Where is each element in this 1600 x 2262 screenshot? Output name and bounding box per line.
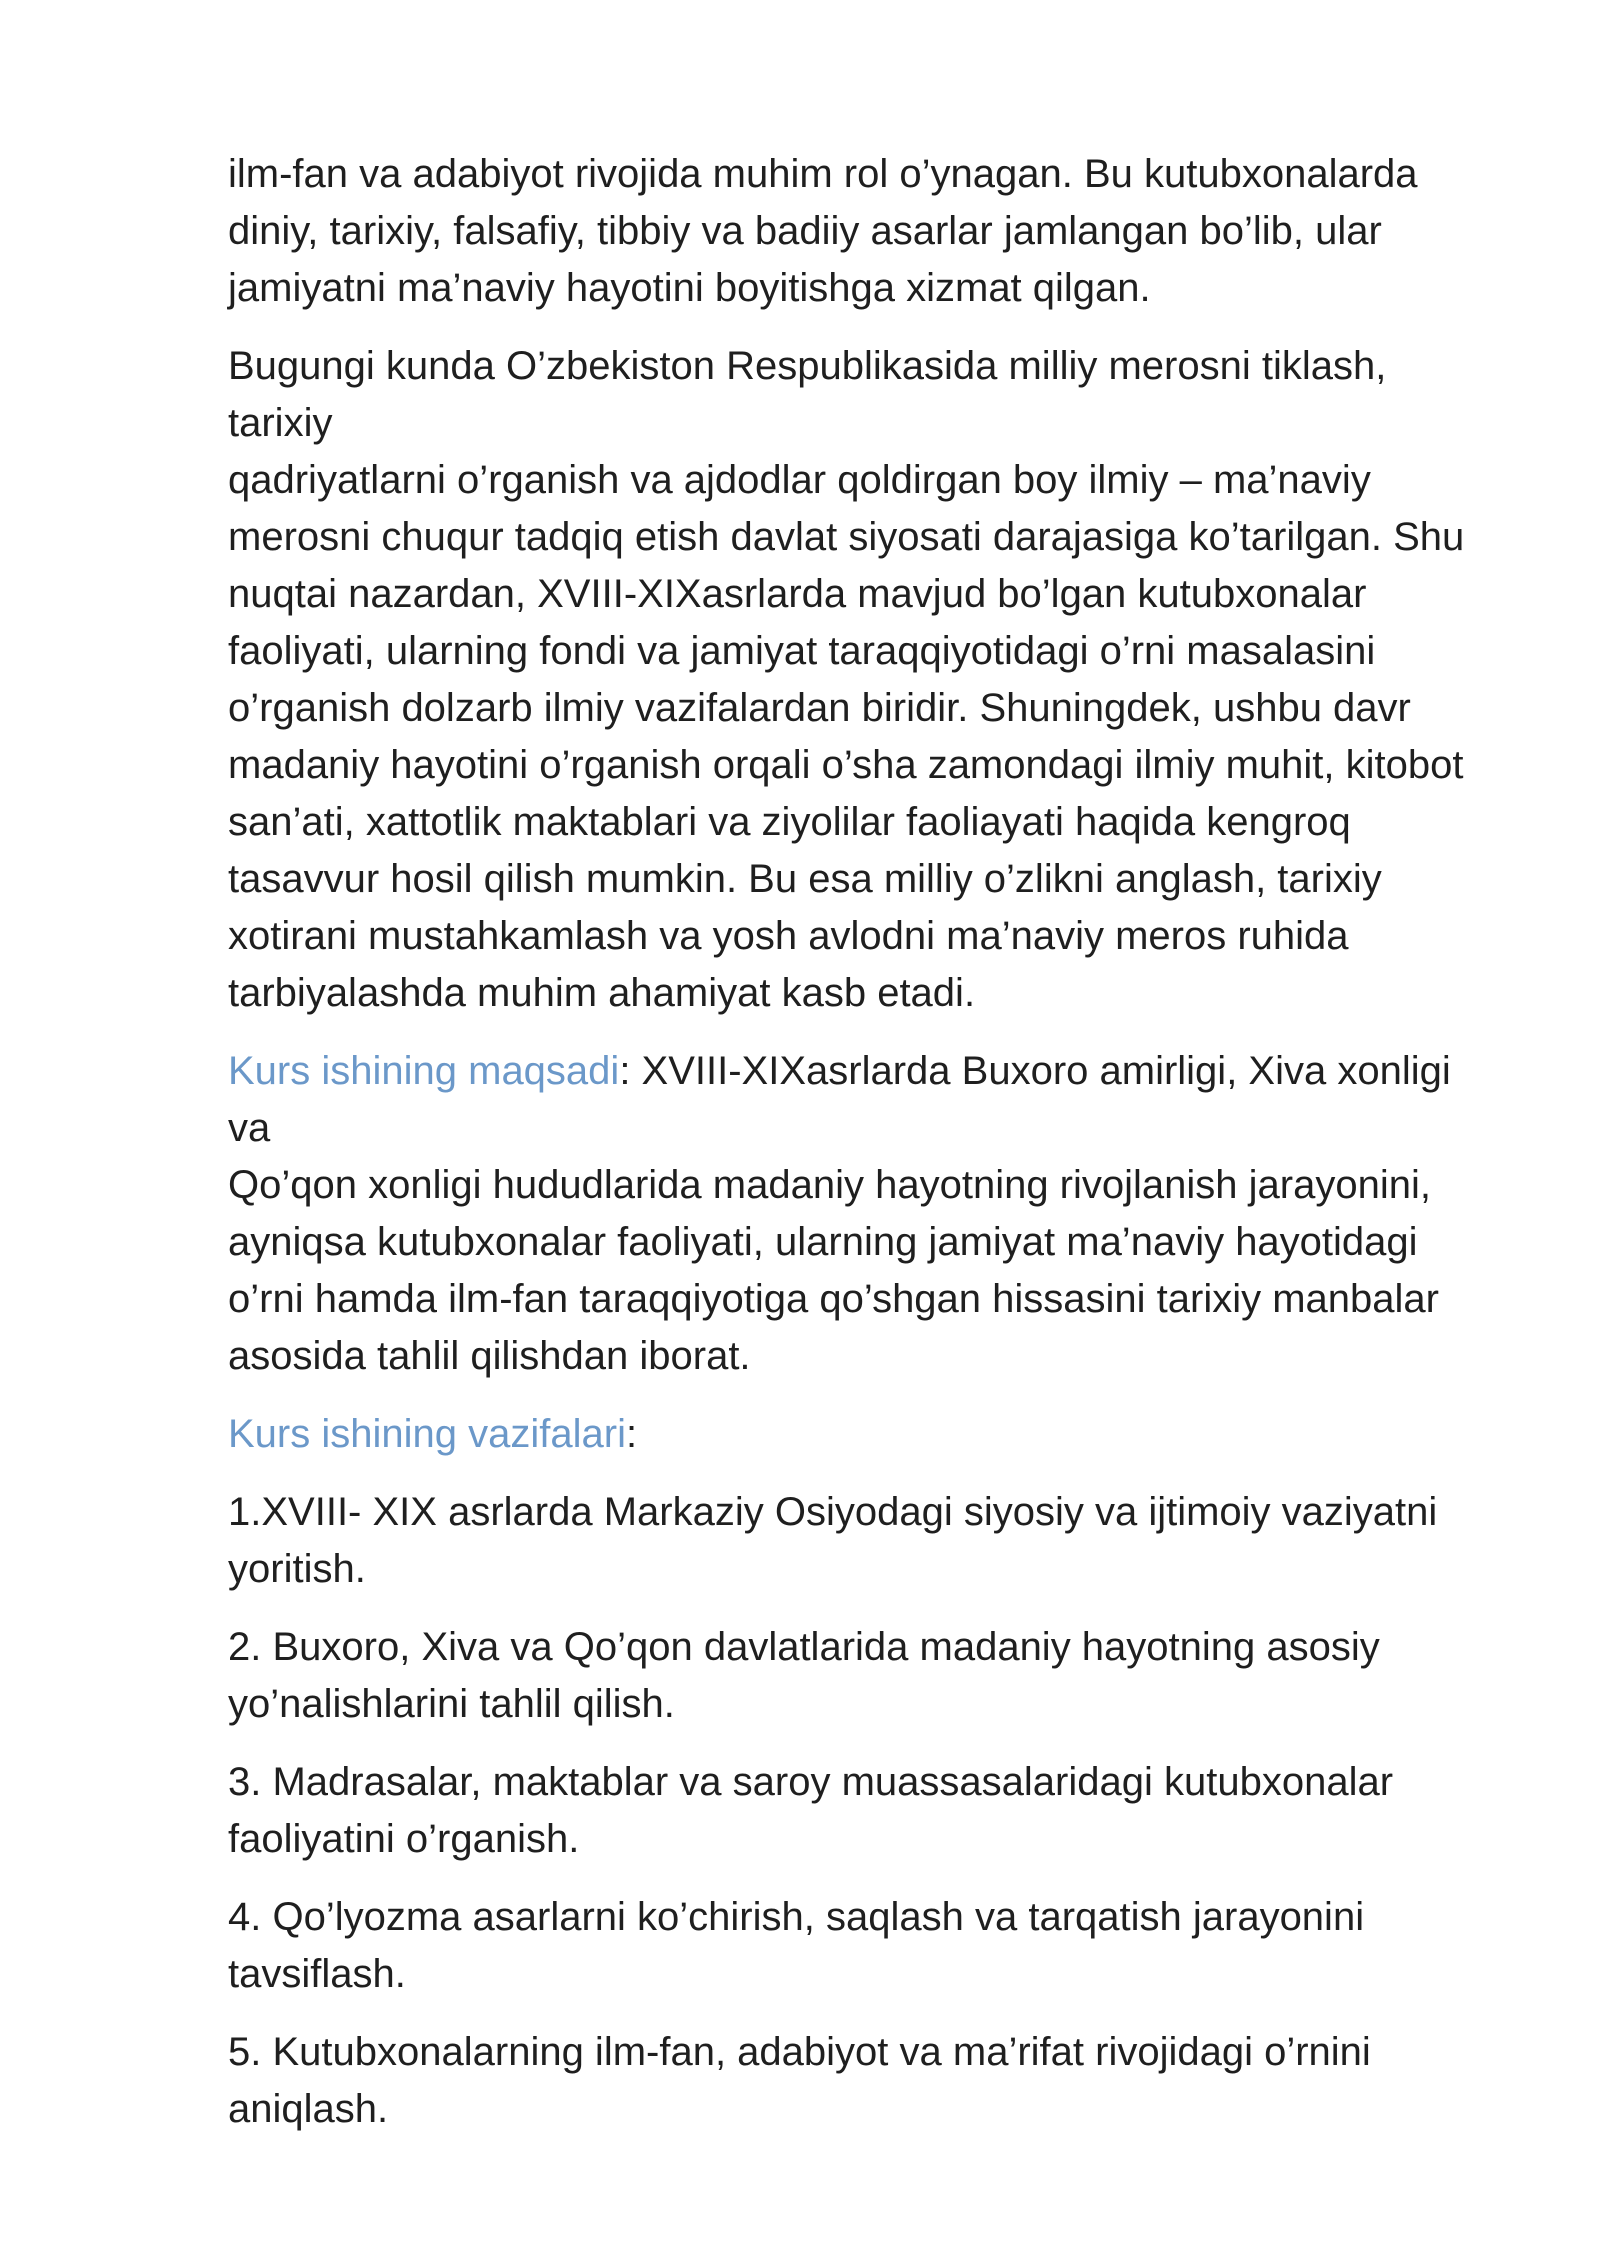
task-item-3: 3. Madrasalar, maktablar va saroy muassasalaridagi kutubxonalar faoliyatini o’rganish. [228,1760,1394,1861]
paragraph-libraries-intro: ilm-fan va adabiyot rivojida muhim rol o’ynagan. Bu kutubxonalarda diniy, tarixiy, falsafiy, tibbiy va badiiy asarlar jamlangan bo’lib, ular jamiyatni ma’naviy hayotini boyitishga xizmat qilgan. [228,152,1418,310]
paragraph-course-tasks-heading [228,1406,1488,1463]
paragraph-national-heritage: Bugungi kunda O’zbekiston Respublikasida milliy merosni tiklash, tarixiy qadriyatlarni o’rganish va ajdodlar qoldirgan boy ilmiy – ma’naviy merosni chuqur tadqiq etish davlat siyosati darajasiga ko’tarilgan. Shu nuqtai nazardan, XVIII-XIXasrlarda mavjud bo’lgan kutubxonalar faoliyati, ularning fondi va jamiyat taraqqiyotidagi o’rni masalasini o’rganish dolzarb ilmiy vazifalardan biridir. Shuningdek, ushbu davr madaniy hayotini o’rganish orqali o’sha zamondagi ilmiy muhit, kitobot san’ati, xattotlik maktablari va ziyolilar faoliayati haqida kengroq tasavvur hosil qilish mumkin. Bu esa milliy o’zlikni anglash, tarixiy xotirani mustahkamlash va yosh avlodni ma’naviy meros ruhida tarbiyalashda muhim ahamiyat kasb etadi. [228,344,1465,1015]
task-item-1: 1.XVIII- XIX asrlarda Markaziy Osiyodagi siyosiy va ijtimoiy vaziyatni yoritish. [228,1490,1438,1591]
task-item-2: 2. Buxoro, Xiva va Qo’qon davlatlarida madaniy hayotning asosiy yo’nalishlarini tahlil qilish. [228,1625,1380,1726]
paragraph-course-purpose [228,1043,1488,1385]
course-purpose-text: : XVIII-XIXasrlarda Buxoro amirligi, Xiva xonligi va Qo’qon xonligi hududlarida madaniy hayotning rivojlanish jarayonini, ayniqsa kutubxonalar faoliyati, ularning jamiyat ma’naviy hayotidagi o’rni hamda ilm-fan taraqqiyotiga qo’shgan hissasini tarixiy manbalar asosida tahlil qilishdan iborat. [228,1049,1451,1378]
task-item-4: 4. Qo’lyozma asarlarni ko’chirish, saqlash va tarqatish jarayonini tavsiflash. [228,1895,1365,1996]
document-page [228,146,1488,2159]
course-tasks-label: Kurs ishining vazifalari [228,1412,626,1456]
task-item-5: 5. Kutubxonalarning ilm-fan, adabiyot va ma’rifat rivojidagi o’rnini aniqlash. [228,2030,1371,2131]
course-tasks-colon: : [625,1412,638,1456]
course-purpose-label: Kurs ishining maqsadi [228,1049,620,1093]
